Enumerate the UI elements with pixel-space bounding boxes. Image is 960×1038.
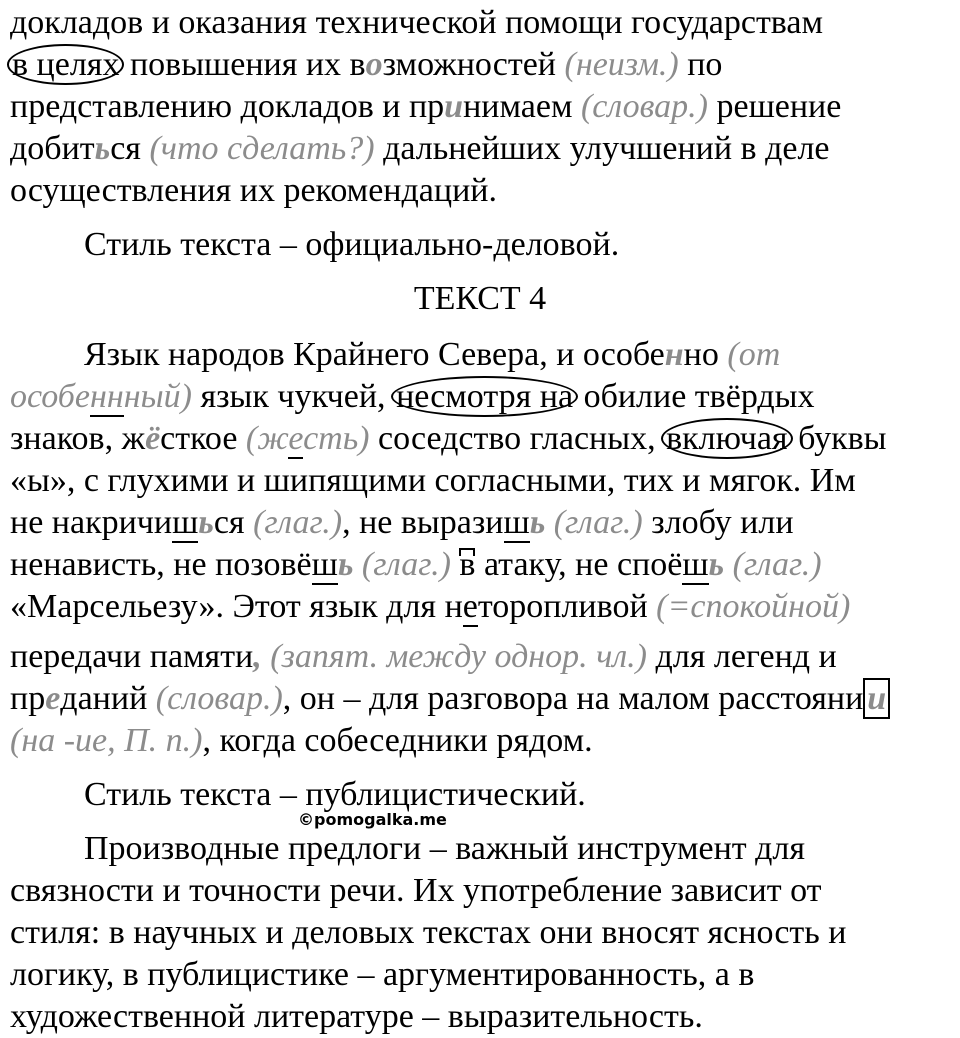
- highlighted-comma: ,: [253, 638, 262, 675]
- underlined-letters: ш: [503, 504, 530, 541]
- text1-line-5: [10, 170, 497, 212]
- highlighted-letter: е: [45, 680, 61, 717]
- grammar-note: (от: [727, 336, 781, 373]
- text4-line-7: [10, 586, 850, 628]
- text4-line-5: [10, 502, 794, 544]
- boxed-ending: и: [863, 678, 890, 719]
- text1-line-3: [10, 86, 841, 128]
- text-run: добит: [10, 130, 95, 167]
- text4-line-2: [10, 376, 815, 418]
- text-run: , когда собеседники рядом.: [202, 722, 593, 759]
- text4-line-1: [84, 334, 780, 376]
- text-run: злобу или: [642, 504, 794, 541]
- text-run: [545, 504, 554, 541]
- text-run: язык чукчей,: [191, 378, 395, 415]
- text-run: дальнейших улучшений в деле: [374, 130, 830, 167]
- highlighted-letter: ь: [708, 546, 725, 583]
- text-run: не накричи: [10, 504, 173, 541]
- text1-line-4: [10, 128, 830, 170]
- grammar-note: (глаг.): [253, 504, 343, 541]
- text4-line-10: [10, 720, 593, 762]
- text-run: пр: [10, 680, 46, 717]
- text-run: буквы: [789, 420, 887, 457]
- grammar-note: (запят. между однор. чл.): [261, 638, 648, 675]
- text-para3-line-1: [84, 828, 805, 870]
- text-run: атаку, не споё: [475, 546, 683, 583]
- text-run: нимаем: [463, 88, 581, 125]
- text4-line-3: [10, 418, 886, 460]
- grammar-note: (=спокойной): [656, 588, 851, 625]
- text4-line-4: [10, 460, 856, 502]
- circled-preposition: включая: [661, 418, 792, 459]
- text-run: представлению докладов и пр: [10, 88, 445, 125]
- grammar-note: сть): [303, 420, 370, 457]
- highlighted-letter: н: [664, 336, 684, 373]
- text-run: зможностей: [382, 46, 565, 83]
- section-title: ТЕКСТ 4: [413, 280, 547, 317]
- text4-line-8: [10, 636, 837, 678]
- text-run: передачи памяти: [10, 638, 254, 675]
- underlined-letters: ш: [311, 546, 338, 583]
- highlighted-letter: ь: [94, 130, 111, 167]
- text-para3-line-5: [10, 996, 703, 1038]
- text-run: знаков, ж: [10, 420, 146, 457]
- text-run: , не вырази: [342, 504, 504, 541]
- underlined-letters: нн: [90, 378, 124, 415]
- text-run: сткое: [160, 420, 246, 457]
- text-run: осуществления их рекомендаций.: [10, 172, 497, 209]
- grammar-note: (на -ие, П. п.): [10, 722, 203, 759]
- style-line-1: [84, 224, 619, 266]
- grammar-note: (глаг.): [553, 504, 643, 541]
- highlighted-letter: ь: [529, 504, 546, 541]
- underlined-letters: ш: [682, 546, 709, 583]
- text4-title: [0, 278, 960, 320]
- text1-line-1-text: докладов и оказания технической помощи государствам: [10, 4, 824, 41]
- grammar-note: (глаг.): [361, 546, 451, 583]
- highlighted-letter: ё: [145, 420, 161, 457]
- text-run: соседство гласных,: [369, 420, 665, 457]
- text-run: ся: [110, 130, 150, 167]
- text-run: но: [683, 336, 728, 373]
- circled-preposition: в целях: [7, 44, 124, 85]
- text-run: решение: [707, 88, 842, 125]
- highlighted-letter: о: [365, 46, 383, 83]
- text-run: «ы», с глухими и шипящими согласными, тих и мягок. Им: [10, 462, 856, 499]
- text-run: , он – для разговора на малом расстояни: [282, 680, 864, 717]
- text-para3-line-4: [10, 954, 754, 996]
- watermark: ©pomogalka.me: [298, 810, 447, 829]
- text-run: для легенд и: [647, 638, 837, 675]
- text-para3-line-2: [10, 870, 821, 912]
- text-run: «Марсельезу». Этот язык для н: [10, 588, 463, 625]
- highlighted-letter: ь: [337, 546, 354, 583]
- grammar-note: (неизм.): [564, 46, 679, 83]
- text1-line-1: [10, 2, 823, 44]
- text-run: Язык народов Крайнего Севера, и особе: [84, 336, 665, 373]
- bracketed-preposition: в: [459, 546, 476, 583]
- text-run: стиля: в научных и деловых текстах они вносят ясность и: [10, 914, 847, 951]
- text-run: художественной литературе – выразительность.: [10, 998, 703, 1035]
- text-style-statement: Стиль текста – официально-деловой.: [84, 226, 620, 263]
- text-run: логику, в публицистике – аргументированность, а в: [10, 956, 755, 993]
- text-run: даний: [60, 680, 156, 717]
- text-style-statement: Стиль текста – публицистический.: [84, 776, 586, 813]
- grammar-note: (словар.): [155, 680, 283, 717]
- text1-line-2: [10, 44, 722, 86]
- highlighted-letter: и: [444, 88, 464, 125]
- underlined-letters: ш: [172, 504, 199, 541]
- grammar-note: (что сделать?): [149, 130, 375, 167]
- circled-preposition: несмотря на: [391, 376, 578, 417]
- underlined-letters: е: [462, 588, 478, 625]
- grammar-note: (глаг.): [732, 546, 822, 583]
- text-run: ся: [213, 504, 254, 541]
- text-run: связности и точности речи. Их употребление зависит от: [10, 872, 822, 909]
- text-run: повышения их в: [121, 46, 366, 83]
- grammar-note: ный): [123, 378, 192, 415]
- grammar-note: (словар.): [580, 88, 708, 125]
- text4-line-9: [10, 678, 890, 720]
- underlined-letters: е: [288, 420, 304, 457]
- text4-line-6: [10, 544, 822, 586]
- highlighted-letter: ь: [198, 504, 214, 541]
- grammar-note: (ж: [245, 420, 289, 457]
- grammar-note: особе: [10, 378, 90, 415]
- text-para3-line-3: [10, 912, 846, 954]
- text-run: ненависть, не позовё: [10, 546, 312, 583]
- text-run: по: [678, 46, 723, 83]
- text-run: обилие твёрдых: [575, 378, 815, 415]
- text-run: Производные предлоги – важный инструмент для: [84, 830, 806, 867]
- text-run: торопливой: [477, 588, 657, 625]
